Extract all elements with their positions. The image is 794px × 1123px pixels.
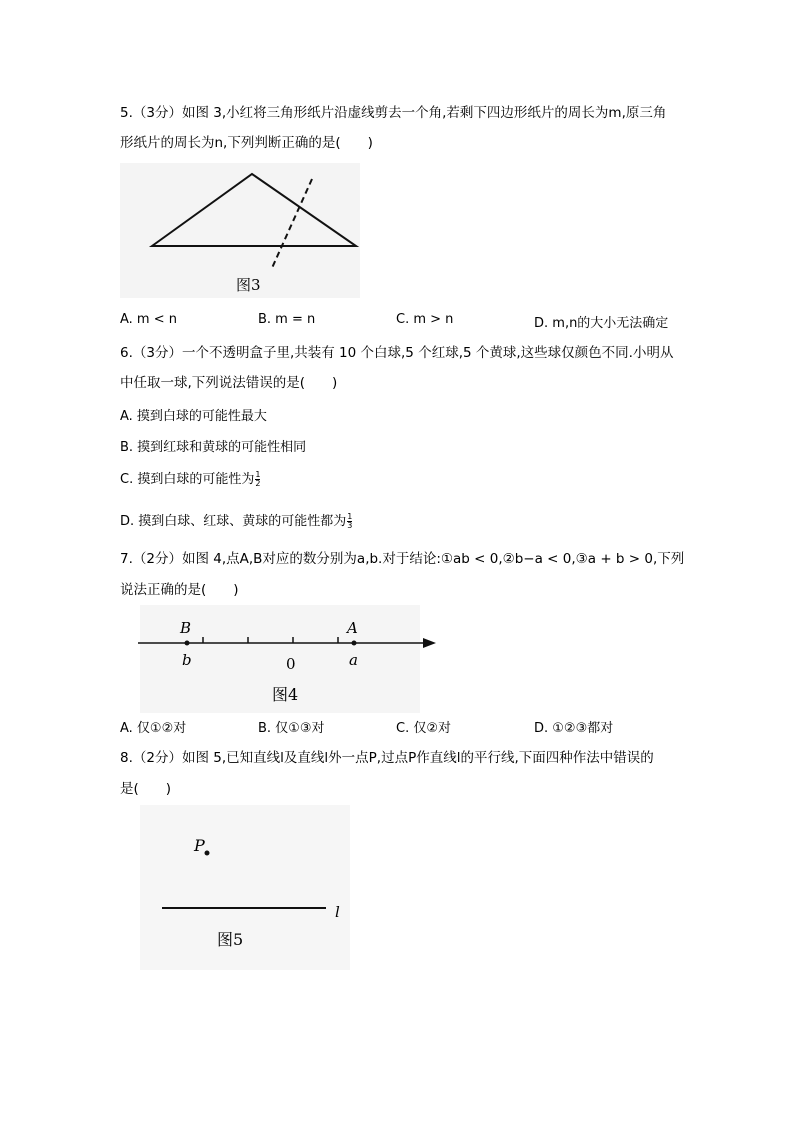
figure-3-caption: 图3 [236,276,261,294]
q5-option-a: A. m < n [120,312,177,327]
figure-5-caption: 图5 [217,930,244,949]
point-a [352,641,357,646]
q7-option-c: C. 仅②对 [396,721,451,736]
q7-option-b: B. 仅①③对 [258,721,325,736]
q6-option-c [120,468,260,488]
figure-5 [120,805,360,970]
q5-stem-line2: 形纸片的周长为n,下列判断正确的是( ) [120,135,373,151]
q5-option-b: B. m = n [258,312,316,327]
q8-stem-line1: 8.（2分）如图 5,已知直线l及直线l外一点P,过点P作直线l的平行线,下面四种作法中错误的 [120,750,654,766]
q8-stem-line2: 是( ) [120,781,172,797]
q6-option-d-text: D. 摸到白球、红球、黄球的可能性都为 [120,514,347,529]
q6-stem-line2: 中任取一球,下列说法错误的是( ) [120,375,338,391]
label-b: b [182,651,192,669]
label-A: A [347,619,358,637]
label-l: l [335,903,340,921]
fraction-one-third: $\frac{1}{3}$ [347,512,353,530]
q7-option-d: D. ①②③都对 [534,721,614,736]
label-P: P [194,836,205,855]
label-a: a [349,651,358,669]
label-B: B [180,619,192,637]
q5-option-d: D. m,n的大小无法确定 [534,316,669,331]
q7-stem-line2: 说法正确的是( ) [120,582,239,598]
q6-option-a: A. 摸到白球的可能性最大 [120,409,267,424]
q6-option-d [120,510,352,530]
q5-option-c: C. m > n [396,312,454,327]
fraction-one-half: $\frac{1}{2}$ [255,470,261,488]
q7-option-a: A. 仅①②对 [120,721,187,736]
figure-3 [120,163,360,298]
point-p [205,851,210,856]
q6-option-b: B. 摸到红球和黄球的可能性相同 [120,440,307,455]
q5-stem-line1: 5.（3分）如图 3,小红将三角形纸片沿虚线剪去一个角,若剩下四边形纸片的周长为m,原三角 [120,105,667,121]
q6-stem-line1: 6.（3分）一个不透明盒子里,共装有 10 个白球,5 个红球,5 个黄球,这些球仅颜色不同.小明从 [120,345,674,361]
label-zero: 0 [286,655,296,673]
q7-stem-line1: 7.（2分）如图 4,点A,B对应的数分别为a,b.对于结论:①ab < 0,②b−a < 0,③a + b > 0,下列 [120,551,685,567]
q6-option-c-text: C. 摸到白球的可能性为 [120,472,255,487]
arrow-head-icon [423,638,436,648]
figure-4-number-line [120,605,440,713]
figure-4-caption: 图4 [272,685,299,704]
point-b [185,641,190,646]
